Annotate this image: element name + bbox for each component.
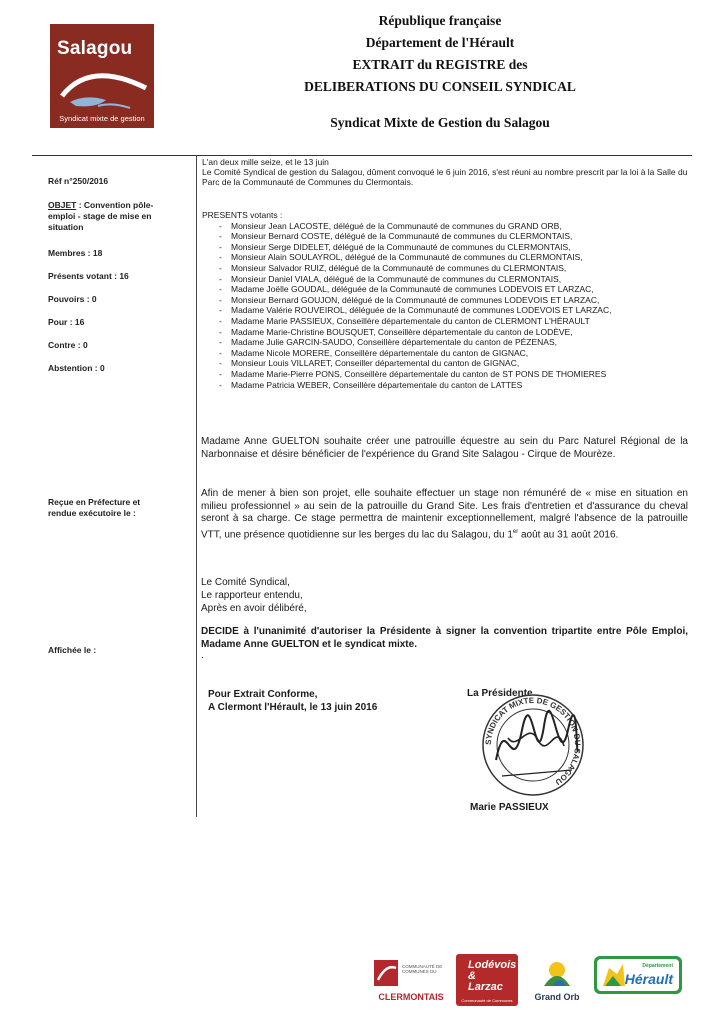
herault-mark-icon	[599, 960, 627, 990]
list-item: - Madame Valérie ROUVEIROL, déléguée de la Communauté de communes LODEVOIS ET LARZAC,	[202, 305, 692, 316]
trailing-dot: .	[201, 650, 204, 661]
pour-count: Pour : 16	[48, 317, 85, 327]
membres-count: Membres : 18	[48, 248, 103, 258]
logo-subtitle: Syndicat mixte de gestion	[59, 114, 145, 123]
closing-line3: Après en avoir délibéré,	[201, 603, 307, 614]
list-item: - Monsieur Serge DIDELET, délégué de la Communauté de communes du CLERMONTAIS,	[202, 242, 692, 253]
herault-inner	[597, 959, 679, 991]
extract-line2: A Clermont l'Hérault, le 13 juin 2016	[208, 702, 378, 713]
paragraph-stage: Afin de mener à bien son projet, elle souhaite effectuer un stage non rémunéré de « mise en situation en milieu professionnel » au sein de la patrouille du Grand Site. Les frais d'entretien et d'assurance du cheval seront à sa charge. Ce stage permettra de maintenir exceptionnellement, malgré l'absence de la patrouille VTT, une présence quotidienne sur les berges du lac du Salagou, du 1er août au 31 août 2016.	[201, 488, 688, 541]
affichee-label: Affichée le :	[48, 645, 97, 655]
header-line1: République française	[378, 13, 502, 28]
clermontais-small: COMMUNAUTÉ DE COMMUNES DU	[402, 964, 443, 974]
list-item: - Monsieur Louis VILLARET, Conseiller départemental du canton de GIGNAC,	[202, 358, 692, 369]
header-divider	[32, 155, 692, 156]
meeting-intro	[202, 157, 692, 187]
list-item: - Monsieur Salvador RUIZ, délégué de la Communauté de communes du CLERMONTAIS,	[202, 263, 692, 274]
clermontais-name: CLERMONTAIS	[378, 992, 444, 1002]
list-item: - Madame Joëlle GOUDAL, déléguée de la Communauté de communes LODEVOIS ET LARZAC,	[202, 284, 692, 295]
objet-block	[48, 200, 176, 233]
pouvoirs-count: Pouvoirs : 0	[48, 294, 97, 304]
list-item: - Madame Patricia WEBER, Conseillère départementale du canton de LATTES	[202, 380, 692, 391]
ref-number: Réf n°250/2016	[48, 176, 109, 186]
president-name: Marie PASSIEUX	[470, 802, 549, 813]
objet-label: OBJET	[48, 200, 77, 210]
list-item: - Monsieur Jean LACOSTE, délégué de la Communauté de communes du GRAND ORB,	[202, 221, 692, 232]
list-item: - Monsieur Daniel VIALA, délégué de la Communauté de communes du CLERMONTAIS,	[202, 274, 692, 285]
objet-text: : Convention pôle-emploi - stage de mise en situation	[48, 200, 154, 232]
stamp-text: SYNDICAT MIXTE DE GESTION DU SALAGOU	[483, 695, 583, 787]
closing-line1: Le Comité Syndical,	[201, 577, 290, 588]
president-title: La Présidente	[467, 688, 533, 699]
header-org: Syndicat Mixte de Gestion du Salagou	[330, 115, 550, 130]
closing-block	[201, 576, 307, 615]
list-item: - Monsieur Alain SOULAYROL, délégué de la Communauté de communes du CLERMONTAIS,	[202, 252, 692, 263]
salagou-logo	[50, 24, 154, 128]
prefecture-reception: Reçue en Préfecture et rendue exécutoire le :	[48, 497, 141, 518]
document-header	[250, 10, 630, 134]
logo-name: Salagou	[57, 38, 133, 59]
contre-count: Contre : 0	[48, 340, 88, 350]
presents-title: PRESENTS votants :	[202, 210, 283, 220]
column-divider	[196, 155, 197, 817]
herault-logo	[594, 956, 682, 994]
abstention-count: Abstention : 0	[48, 363, 105, 373]
list-item: - Monsieur Bernard COSTE, délégué de la Communauté de communes du CLERMONTAIS,	[202, 231, 692, 242]
list-item: - Madame Nicole MORERE, Conseillère départementale du canton de GIGNAC,	[202, 348, 692, 359]
extract-line1: Pour Extrait Conforme,	[208, 689, 318, 700]
meeting-convocation: Le Comité Syndical de gestion du Salagou, dûment convoqué le 6 juin 2016, s'est réuni au nombre prescrit par la loi à la Salle du Parc de la Communauté de Communes du Clermontais.	[202, 167, 688, 187]
clermontais-mark-icon	[372, 958, 402, 990]
list-item: - Monsieur Bernard GOUJON, délégué de la Communauté de communes LODEVOIS ET LARZAC,	[202, 295, 692, 306]
list-item: - Madame Marie PASSIEUX, Conseillère départementale du canton de CLERMONT L'HÉRAULT	[202, 316, 692, 327]
grand-orb-mark-icon	[530, 958, 584, 990]
list-item: - Madame Marie-Christine BOUSQUET, Conseillère départementale du canton de LODÈVE,	[202, 327, 692, 338]
lodevois-small: Communauté de Communes	[461, 998, 513, 1003]
header-line4: DELIBERATIONS DU CONSEIL SYNDICAL	[304, 79, 576, 94]
list-item: - Madame Marie-Pierre PONS, Conseillère départementale du canton de ST PONS DE THOMIERES	[202, 369, 692, 380]
header-line3: EXTRAIT du REGISTRE des	[352, 57, 528, 72]
lodevois-larzac-logo	[456, 954, 518, 1006]
list-item: - Madame Julie GARCIN-SAUDO, Conseillère départementale du canton de PÉZENAS,	[202, 337, 692, 348]
herault-small: Département	[642, 963, 673, 969]
clermontais-logo	[372, 958, 450, 1006]
header-line2: Département de l'Hérault	[365, 35, 515, 50]
paragraph-project: Madame Anne GUELTON souhaite créer une patrouille équestre au sein du Parc Naturel Régional de la Narbonnaise et désire bénéficier de l'expérience du Grand Site Salagou - Cirque de Mourèze.	[201, 436, 688, 460]
decision-text: DECIDE à l'unanimité d'autoriser la Présidente à signer la convention tripartite entre Pôle Emploi, Madame Anne GUELTON et le syndicat mixte.	[201, 626, 688, 650]
meeting-date: L'an deux mille seize, et le 13 juin	[202, 157, 329, 167]
grand-orb-name: Grand Orb	[534, 992, 580, 1002]
presents-list	[202, 210, 692, 390]
grand-orb-logo	[530, 958, 584, 1004]
presents-count: Présents votant : 16	[48, 271, 129, 281]
official-stamp	[478, 690, 588, 800]
extract-conforme	[208, 688, 377, 714]
lodevois-name: Lodévois & Larzac	[468, 959, 517, 993]
herault-name: Hérault	[624, 971, 673, 987]
closing-line2: Le rapporteur entendu,	[201, 590, 303, 601]
